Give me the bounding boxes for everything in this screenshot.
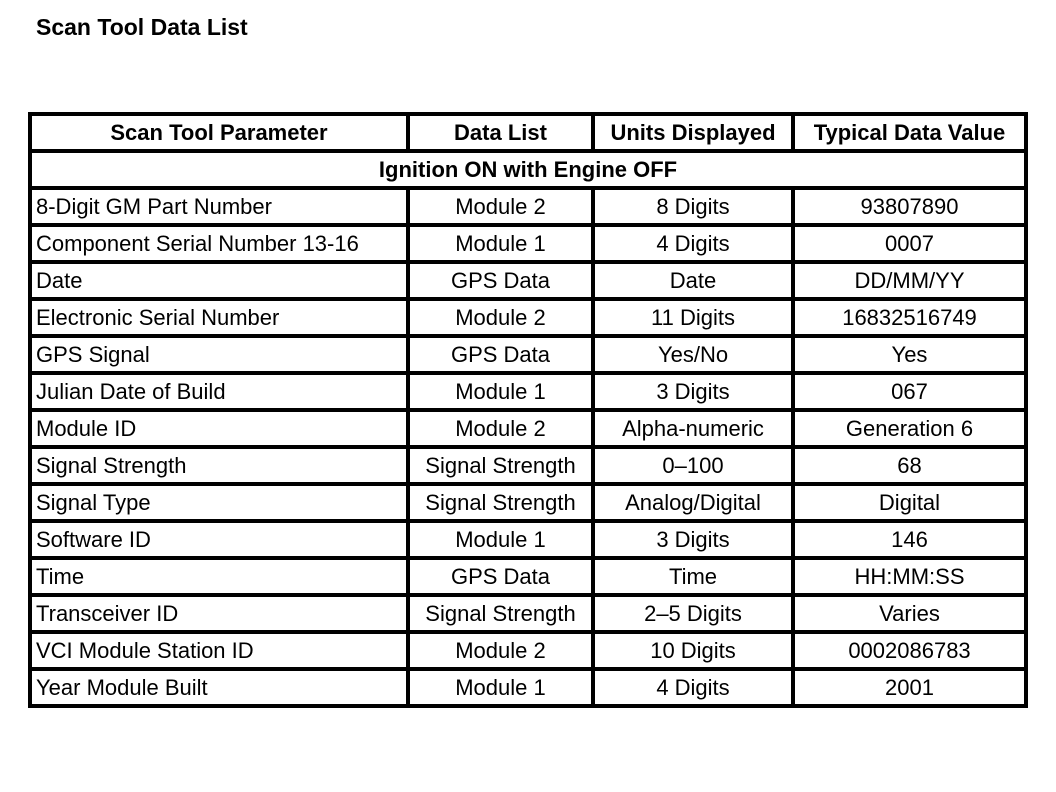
cell-parameter: Signal Type (30, 484, 408, 521)
table-row (30, 225, 1026, 262)
cell-typical-value: 146 (793, 521, 1026, 558)
cell-typical-value: 0007 (793, 225, 1026, 262)
cell-data-list: Module 2 (408, 632, 593, 669)
cell-data-list: Signal Strength (408, 484, 593, 521)
table-row (30, 558, 1026, 595)
cell-units: Date (593, 262, 793, 299)
cell-data-list: Signal Strength (408, 447, 593, 484)
cell-typical-value: Varies (793, 595, 1026, 632)
cell-data-list: Module 2 (408, 188, 593, 225)
cell-parameter: Date (30, 262, 408, 299)
table-row (30, 669, 1026, 706)
cell-units: 10 Digits (593, 632, 793, 669)
cell-units: 4 Digits (593, 669, 793, 706)
cell-data-list: GPS Data (408, 262, 593, 299)
cell-parameter: GPS Signal (30, 336, 408, 373)
cell-units: 2–5 Digits (593, 595, 793, 632)
cell-typical-value: Digital (793, 484, 1026, 521)
cell-parameter: 8-Digit GM Part Number (30, 188, 408, 225)
table-header-row (30, 114, 1026, 151)
cell-data-list: Module 1 (408, 225, 593, 262)
cell-units: Alpha-numeric (593, 410, 793, 447)
cell-parameter: Module ID (30, 410, 408, 447)
cell-typical-value: 93807890 (793, 188, 1026, 225)
cell-typical-value: 68 (793, 447, 1026, 484)
cell-data-list: Module 1 (408, 373, 593, 410)
cell-data-list: GPS Data (408, 558, 593, 595)
section-label: Ignition ON with Engine OFF (30, 151, 1026, 188)
cell-units: 3 Digits (593, 373, 793, 410)
header-typical-data-value: Typical Data Value (793, 114, 1026, 151)
cell-data-list: Module 1 (408, 521, 593, 558)
cell-typical-value: 16832516749 (793, 299, 1026, 336)
header-units-displayed: Units Displayed (593, 114, 793, 151)
cell-parameter: Year Module Built (30, 669, 408, 706)
table-row (30, 447, 1026, 484)
table-row (30, 632, 1026, 669)
cell-units: 11 Digits (593, 299, 793, 336)
table-row (30, 595, 1026, 632)
cell-typical-value: 2001 (793, 669, 1026, 706)
table-row (30, 336, 1026, 373)
cell-parameter: Software ID (30, 521, 408, 558)
cell-typical-value: 067 (793, 373, 1026, 410)
cell-parameter: Electronic Serial Number (30, 299, 408, 336)
cell-units: 8 Digits (593, 188, 793, 225)
cell-units: 3 Digits (593, 521, 793, 558)
cell-units: Analog/Digital (593, 484, 793, 521)
cell-data-list: GPS Data (408, 336, 593, 373)
section-row (30, 151, 1026, 188)
cell-data-list: Module 2 (408, 299, 593, 336)
cell-parameter: Transceiver ID (30, 595, 408, 632)
cell-typical-value: Yes (793, 336, 1026, 373)
header-scan-tool-parameter: Scan Tool Parameter (30, 114, 408, 151)
cell-parameter: Time (30, 558, 408, 595)
cell-data-list: Module 2 (408, 410, 593, 447)
header-data-list: Data List (408, 114, 593, 151)
cell-units: Yes/No (593, 336, 793, 373)
table-row (30, 410, 1026, 447)
scan-tool-data-table (28, 112, 1028, 708)
cell-parameter: Signal Strength (30, 447, 408, 484)
cell-data-list: Signal Strength (408, 595, 593, 632)
table-row (30, 262, 1026, 299)
cell-units: 4 Digits (593, 225, 793, 262)
table-row (30, 521, 1026, 558)
cell-parameter: VCI Module Station ID (30, 632, 408, 669)
cell-typical-value: Generation 6 (793, 410, 1026, 447)
cell-units: Time (593, 558, 793, 595)
cell-parameter: Component Serial Number 13-16 (30, 225, 408, 262)
table-row (30, 188, 1026, 225)
cell-typical-value: DD/MM/YY (793, 262, 1026, 299)
table-row (30, 373, 1026, 410)
cell-parameter: Julian Date of Build (30, 373, 408, 410)
cell-typical-value: HH:MM:SS (793, 558, 1026, 595)
cell-units: 0–100 (593, 447, 793, 484)
table-row (30, 299, 1026, 336)
cell-typical-value: 0002086783 (793, 632, 1026, 669)
cell-data-list: Module 1 (408, 669, 593, 706)
page-title: Scan Tool Data List (36, 14, 248, 40)
table-row (30, 484, 1026, 521)
